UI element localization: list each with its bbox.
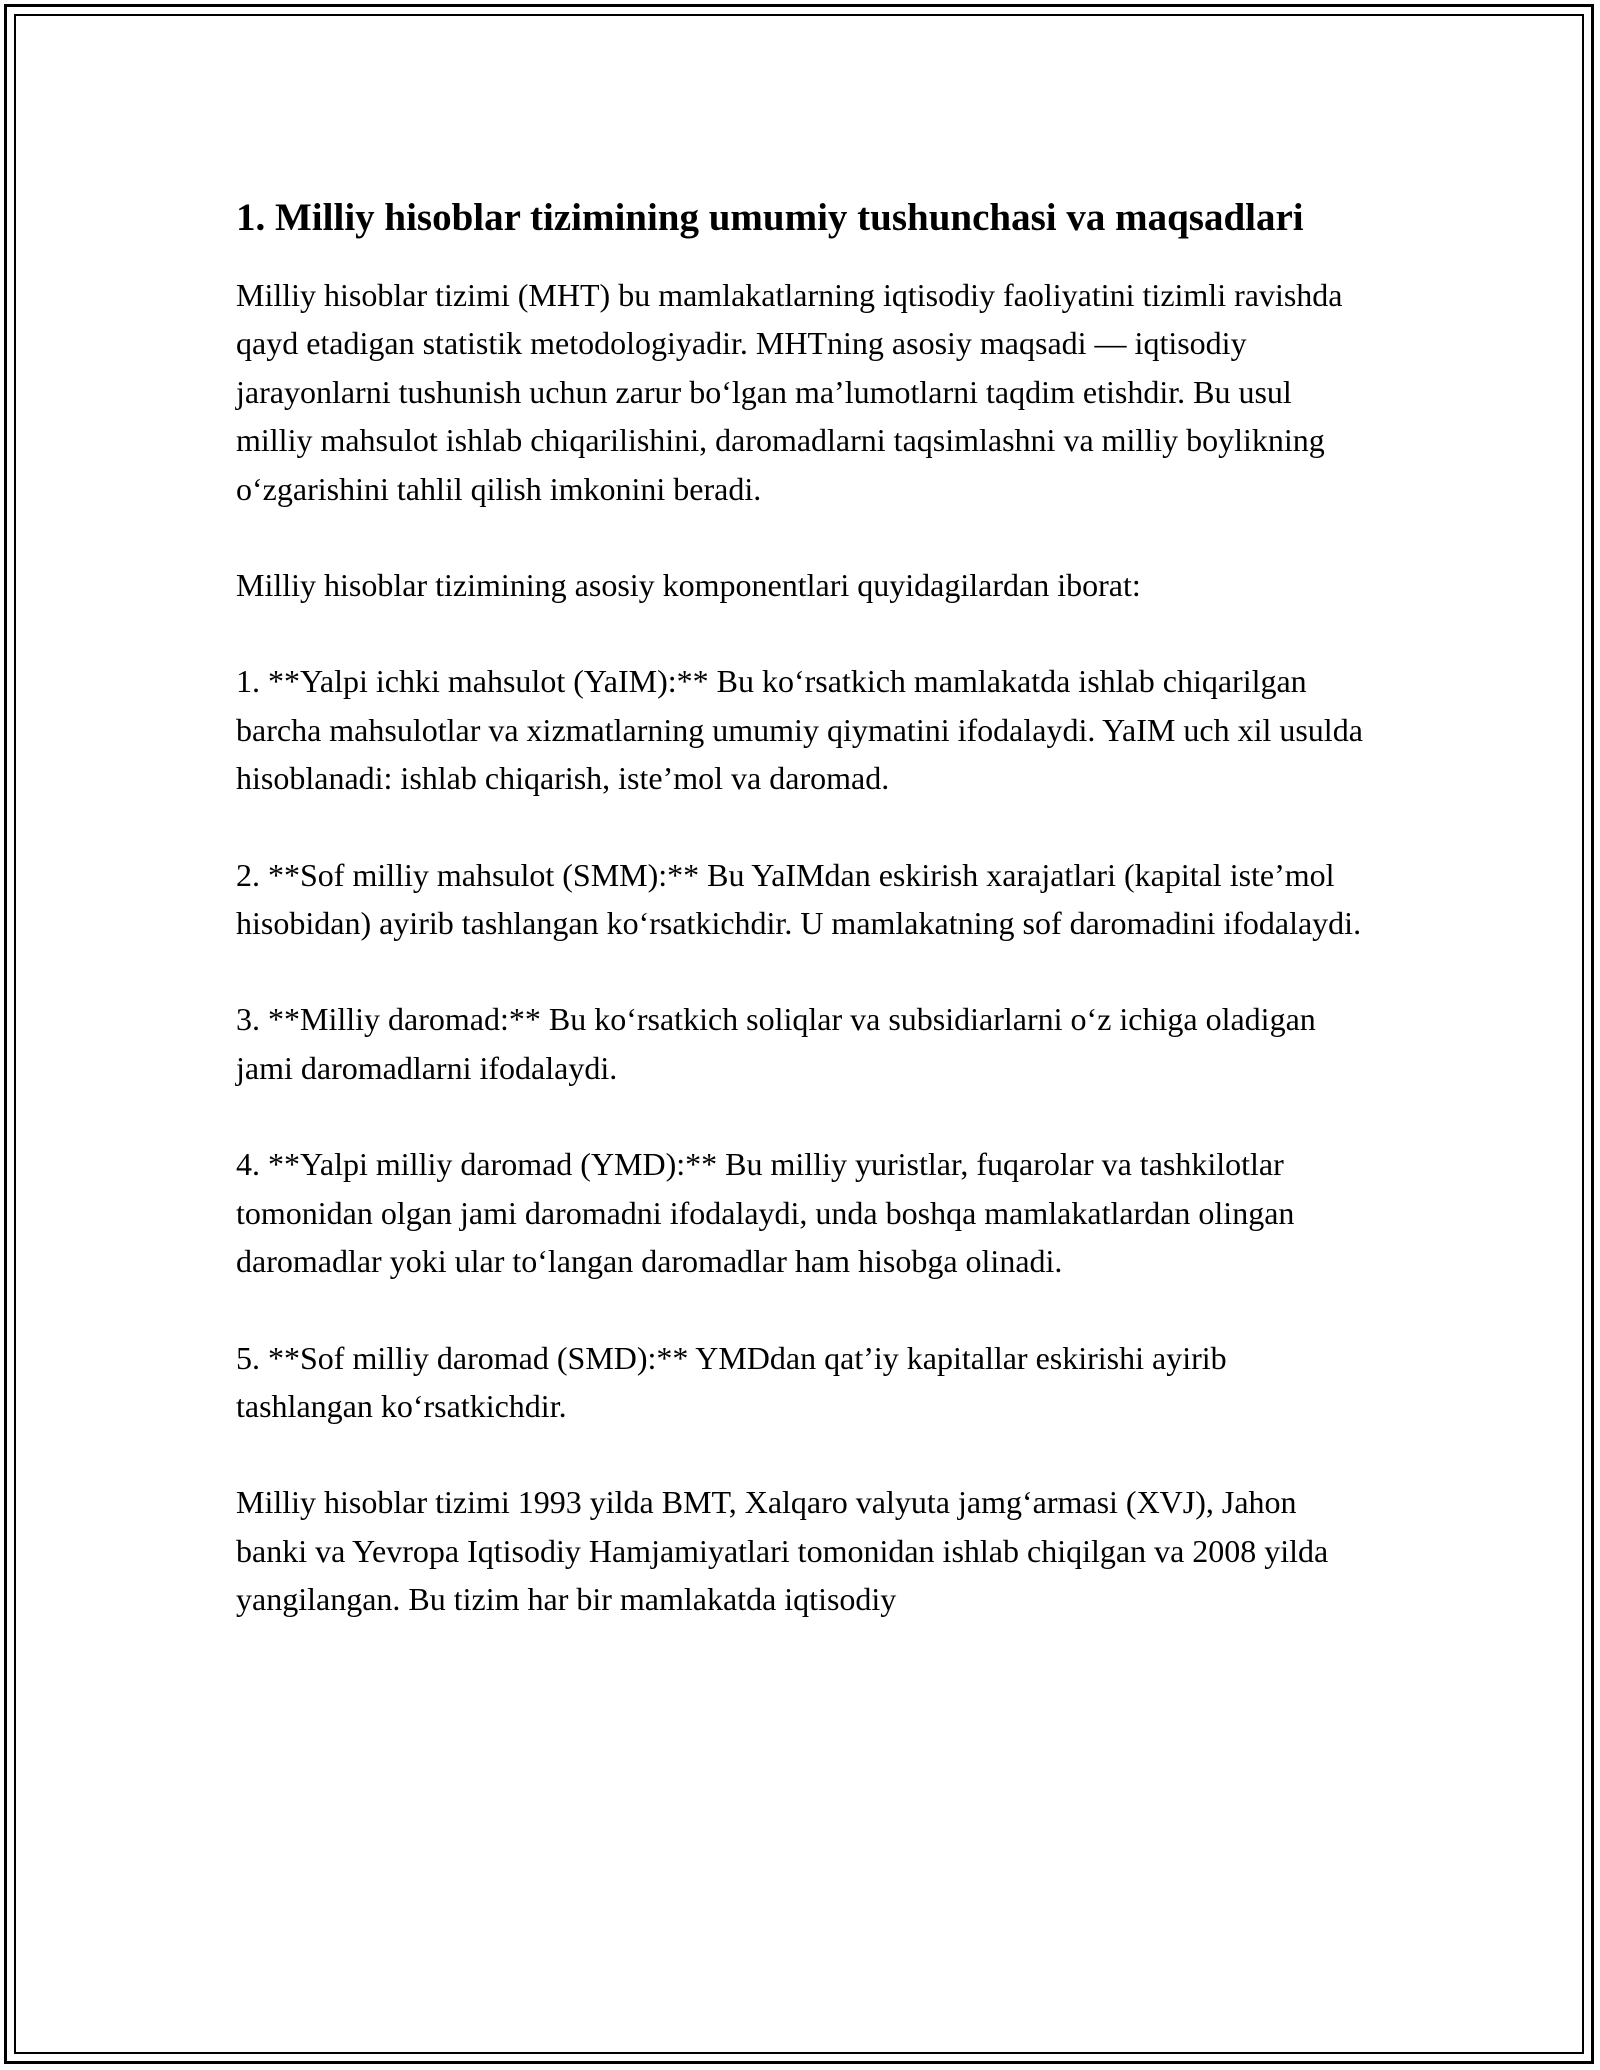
list-item-milliy-daromad: 3. **Milliy daromad:** Bu koʻrsatkich soliqlar va subsidiarlarni oʻz ichiga oladigan jami daromadlarni ifodalaydi. bbox=[236, 1001, 1316, 1086]
paragraph-history: Milliy hisoblar tizimi 1993 yilda BMT, Xalqaro valyuta jamgʻarmasi (XVJ), Jahon banki va Yevropa Iqtisodiy Hamjamiyatlari tomonidan ishlab chiqilgan va 2008 yilda yangilangan. Bu tizim har bir mamlakatda iqtisodiy bbox=[236, 1484, 1329, 1618]
list-item-yaim: 1. **Yalpi ichki mahsulot (YaIM):** Bu koʻrsatkich mamlakatda ishlab chiqarilgan barcha mahsulotlar va xizmatlarning umumiy qiymatini ifodalaydi. YaIM uch xil usulda hisoblanadi: ishlab chiqarish, isteʼmol va daromad. bbox=[236, 663, 1363, 797]
list-item-smm: 2. **Sof milliy mahsulot (SMM):** Bu YaIMdan eskirish xarajatlari (kapital isteʼmol hisobidan) ayirib tashlangan koʻrsatkichdir. U mamlakatning sof daromadini ifodalaydi. bbox=[236, 856, 1362, 942]
section-heading: 1. Milliy hisoblar tizimining umumiy tushunchasi va maqsadlari bbox=[236, 196, 1304, 239]
list-item-smd: 5. **Sof milliy daromad (SMD):** YMDdan qatʼiy kapitallar eskirishi ayirib tashlangan koʻrsatkichdir. bbox=[236, 1339, 1227, 1424]
document-page bbox=[236, 190, 1366, 1672]
paragraph-intro: Milliy hisoblar tizimi (MHT) bu mamlakatlarning iqtisodiy faoliyatini tizimli ravishda qayd etadigan statistik metodologiyadir. MHTning asosiy maqsadi — iqtisodiy jarayonlarni tushunish uchun zarur boʻlgan maʼlumotlarni taqdim etishdir. Bu usul milliy mahsulot ishlab chiqarilishini, daromadlarni taqsimlashni va milliy boylikning oʻzgarishini tahlil qilish imkonini beradi. bbox=[236, 277, 1343, 507]
paragraph-components-lead: Milliy hisoblar tizimining asosiy komponentlari quyidagilardan iborat: bbox=[236, 567, 1141, 604]
list-item-ymd: 4. **Yalpi milliy daromad (YMD):** Bu milliy yuristlar, fuqarolar va tashkilotlar tomonidan olgan jami daromadni ifodalaydi, unda boshqa mamlakatlardan olingan daromadlar yoki ular toʻlangan daromadlar ham hisobga olinadi. bbox=[236, 1146, 1295, 1280]
